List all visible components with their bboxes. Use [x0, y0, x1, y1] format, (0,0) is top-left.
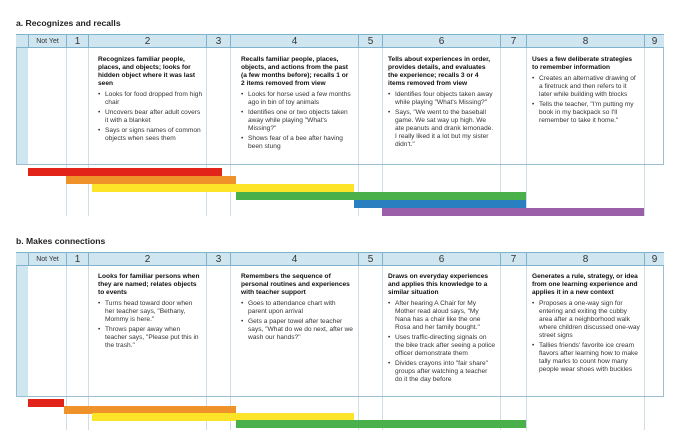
example-bullet: • Proposes a one-way sign for entering and exiting the cubby area after a neighborhood walk where children discussed one-way street signs: [532, 300, 640, 340]
indicator-heading: Uses a few deliberate strategies to remember information: [532, 56, 633, 71]
section-title: a. Recognizes and recalls: [16, 18, 121, 28]
indicator-heading: Draws on everyday experiences and applies this knowledge to a similar situation: [388, 273, 489, 296]
scale-level-7: 7: [500, 35, 526, 48]
band-green: [236, 420, 526, 428]
indicator-block-level-2: [98, 273, 203, 352]
scale-level-9: 9: [644, 35, 664, 48]
band-purple: [382, 208, 644, 216]
indicator-heading: Tells about experiences in order, provides details, and evaluates the experience; recalls 3 or 4 items removed from view: [388, 56, 491, 87]
scale-level-3: 3: [206, 253, 230, 266]
example-bullet: • Tells the teacher, "I'm putting my book in my backpack so I'll remember to take it home.": [532, 101, 640, 125]
indicator-heading: Recognizes familiar people, places, and objects; looks for hidden object where it was last seen: [98, 56, 196, 87]
indicator-heading: Looks for familiar persons when they are named; relates objects to events: [98, 273, 200, 296]
example-bullet: • After hearing A Chair for My Mother read aloud says, "My Nana has a chair like the one Rosa and her family bought.": [388, 300, 496, 332]
progression-scale-header: [16, 34, 664, 48]
example-bullet: • Identifies one or two objects taken away while playing "What's Missing?": [241, 109, 353, 133]
example-bullet: • Gets a paper towel after teacher says, "What do we do next, after we wash our hands?": [241, 318, 353, 342]
scale-level-8: 8: [526, 253, 644, 266]
band-green: [236, 192, 526, 200]
scale-not-yet: Not Yet: [28, 253, 66, 266]
color-band-area: [16, 396, 664, 430]
scale-level-7: 7: [500, 253, 526, 266]
scale-level-1: 1: [66, 35, 88, 48]
example-bullet: • Uses traffic-directing signals on the bike track after seeing a police officer demonstrate them: [388, 334, 496, 358]
example-bullet: • Says, "We went to the baseball game. We sat way up high. We ate peanuts and drank lemonade. I really liked it a lot but my sister didn't.": [388, 109, 496, 149]
example-bullet: • Throws paper away when teacher says, "Please put this in the trash.": [98, 326, 203, 350]
example-bullet: • Divides crayons into "fair share" groups after watching a teacher do it the day before: [388, 360, 496, 384]
scale-not-yet: Not Yet: [28, 35, 66, 48]
scale-level-5: 5: [358, 35, 382, 48]
indicator-block-level-4: [241, 273, 353, 344]
indicator-block-level-6: [388, 56, 496, 151]
scale-level-4: 4: [230, 253, 358, 266]
indicator-block-level-6: [388, 273, 496, 386]
example-bullet: • Says or signs names of common objects when sees them: [98, 127, 203, 143]
example-bullet: • Looks for horse used a few months ago in bin of toy animals: [241, 91, 353, 107]
scale-level-1: 1: [66, 253, 88, 266]
scale-level-9: 9: [644, 253, 664, 266]
top-cropped-strip: [0, 0, 690, 8]
indicator-block-level-8: [532, 56, 640, 127]
scale-level-8: 8: [526, 35, 644, 48]
scale-level-6: 6: [382, 253, 500, 266]
example-bullet: • Uncovers bear after adult covers it with a blanket: [98, 109, 203, 125]
scale-level-3: 3: [206, 35, 230, 48]
band-orange: [66, 176, 236, 184]
band-yellow: [92, 184, 354, 192]
section-title: b. Makes connections: [16, 236, 106, 246]
color-band-area: [16, 164, 664, 216]
scale-level-5: 5: [358, 253, 382, 266]
example-bullet: • Goes to attendance chart with parent upon arrival: [241, 300, 353, 316]
progression-scale-header: [16, 252, 664, 266]
example-bullet: • Creates an alternative drawing of a firetruck and then refers to it later while building with blocks: [532, 75, 640, 99]
band-blue: [354, 200, 526, 208]
band-red: [28, 168, 222, 176]
example-bullet: • Identifies four objects taken away while playing "What's Missing?": [388, 91, 496, 107]
indicator-block-level-8: [532, 273, 640, 376]
example-bullet: • Looks for food dropped from high chair: [98, 91, 203, 107]
indicator-heading: Recalls familiar people, places, objects, and actions from the past (a few months before); recalls 1 or 2 items removed from view: [241, 56, 349, 87]
scale-level-4: 4: [230, 35, 358, 48]
example-bullet: • Turns head toward door when her teacher says, "Bethany, Mommy is here.": [98, 300, 203, 324]
scale-level-2: 2: [88, 35, 206, 48]
example-bullet: • Tallies friends' favorite ice cream flavors after learning how to make tally marks to count how many people wear shoes with buckles: [532, 342, 640, 374]
indicator-heading: Generates a rule, strategy, or idea from one learning experience and applies it in a new context: [532, 273, 638, 296]
indicator-block-level-2: [98, 56, 203, 145]
indicator-block-level-4: [241, 56, 353, 153]
band-red: [28, 399, 64, 407]
scale-level-6: 6: [382, 35, 500, 48]
example-bullet: • Shows fear of a bee after having been stung: [241, 135, 353, 151]
scale-level-2: 2: [88, 253, 206, 266]
indicator-heading: Remembers the sequence of personal routines and experiences with teacher support: [241, 273, 350, 296]
